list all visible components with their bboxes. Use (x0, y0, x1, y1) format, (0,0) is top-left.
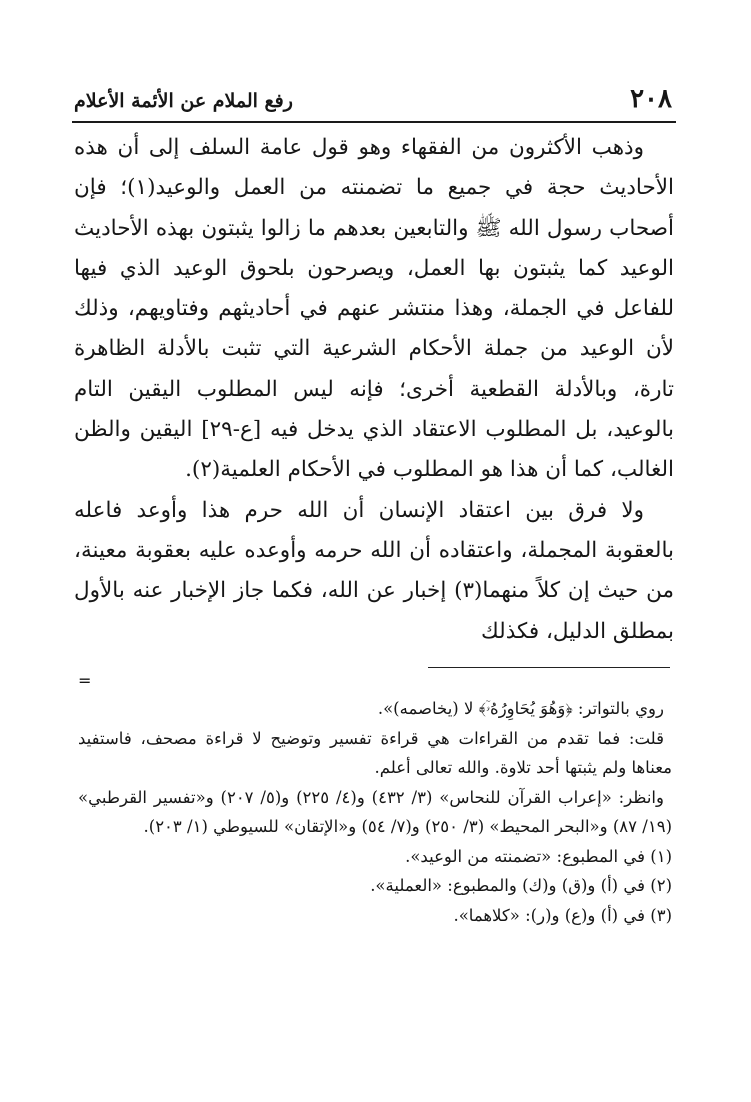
running-title: رفع الملام عن الأئمة الأعلام (74, 90, 293, 112)
footnote-continued-text: قلت: فما تقدم من القراءات هي قراءة تفسير وتوضيح لا قراءة مصحف، فاستفيد معناها ولم يثبتها أحد تلاوة. والله تعالى أعلم. (78, 728, 672, 777)
footnote-item: (٣) في (أ) و(ع) و(ر): «كلاهما». (453, 905, 672, 925)
footnote-item: (١) في المطبوع: «تضمنته من الوعيد». (405, 846, 672, 866)
footnote-continuation-mark: = (78, 671, 92, 690)
body-paragraph: ولا فرق بين اعتقاد الإنسان أن الله حرم هذا وأوعد فاعله بالعقوبة المجملة، واعتقاده أن الله حرمه وأوعده عليه بعقوبة معينة، من حيث إن كلاً منهما(٣) إخبار عن الله، فكما جاز الإخبار عنه بالأول بمطلق الدليل، فكذلك (74, 497, 674, 644)
page-number: ٢٠٨ (630, 84, 672, 114)
body-paragraph: وذهب الأكثرون من الفقهاء وهو قول عامة السلف إلى أن هذه الأحاديث حجة في جميع ما تضمنته من العمل والوعيد(١)؛ فإن أصحاب رسول الله ﷺ والتابعين بعدهم ما زالوا يثبتون بهذه الأحاديث الوعيد كما يثبتون بها العمل، ويصرحون بلحوق الوعيد الذي فيها للفاعل في الجملة، وهذا منتشر عنهم في أحاديثهم وفتاويهم، وذلك لأن الوعيد من جملة الأحكام الشرعية التي تثبت بالأدلة الظاهرة تارة، وبالأدلة القطعية أخرى؛ فإنه ليس المطلوب اليقين التام بالوعيد، بل المطلوب الاعتقاد الذي يدخل فيه [ع-٢٩] اليقين والظن الغالب، كما أن هذا هو المطلوب في الأحكام العلمية(٢). (74, 135, 674, 483)
main-text (74, 128, 674, 652)
footnote-continued-text: وانظر: «إعراب القرآن للنحاس» (٣/ ٤٣٢) و(٤/ ٢٢٥) و(٥/ ٢٠٧) و«تفسير القرطبي» (١٩/ ٨٧) و«البحر المحيط» (٣/ ٢٥٠) و(٧/ ٥٤) و«الإتقان» للسيوطي (١/ ٢٠٣). (78, 787, 672, 836)
footnote-separator (428, 667, 670, 668)
footnote-item: (٢) في (أ) و(ق) و(ك) والمطبوع: «العملية». (370, 876, 672, 895)
header-rule (72, 121, 676, 123)
footnote-continued-text: روي بالتواتر: ﴿وَهُوَ يُحَاوِرُهُۥٓ﴾ لا (يخاصمه)». (377, 699, 664, 718)
running-header (72, 82, 676, 118)
footnotes (78, 694, 672, 930)
